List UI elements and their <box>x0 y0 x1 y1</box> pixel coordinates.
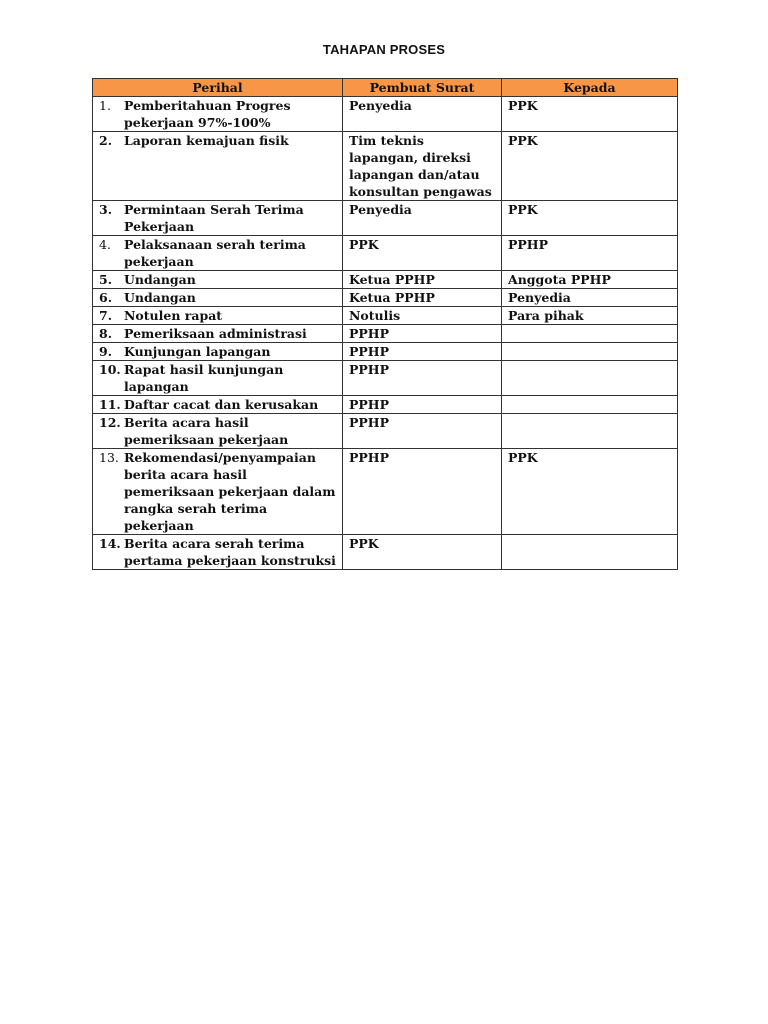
pembuat-cell: Tim teknis lapangan, direksi lapangan dan/atau konsultan pengawas <box>343 132 502 201</box>
table-row <box>93 271 678 289</box>
pembuat-cell: PPHP <box>343 414 502 449</box>
pembuat-cell: Notulis <box>343 307 502 325</box>
table-row <box>93 97 678 132</box>
perihal-cell <box>93 396 343 414</box>
kepada-cell: Anggota PPHP <box>502 271 678 289</box>
perihal-cell <box>93 97 343 132</box>
pembuat-cell: Penyedia <box>343 201 502 236</box>
row-number: 3. <box>99 202 113 217</box>
perihal-cell <box>93 289 343 307</box>
table-row <box>93 449 678 535</box>
table-row <box>93 289 678 307</box>
header-kepada: Kepada <box>502 79 678 97</box>
row-number: 4. <box>99 237 111 252</box>
perihal-text: Rekomendasi/penyampaian berita acara hasil pemeriksaan pekerjaan dalam rangka serah terima pekerjaan <box>124 450 336 533</box>
pembuat-cell: Ketua PPHP <box>343 271 502 289</box>
table-row <box>93 132 678 201</box>
perihal-text: Undangan <box>124 290 196 305</box>
kepada-cell <box>502 343 678 361</box>
kepada-cell: PPK <box>502 449 678 535</box>
row-number: 11. <box>99 397 121 412</box>
row-number: 6. <box>99 290 113 305</box>
row-number: 1. <box>99 98 111 113</box>
table-row <box>93 361 678 396</box>
table-row <box>93 535 678 570</box>
row-number: 13. <box>99 450 119 465</box>
pembuat-cell: PPHP <box>343 449 502 535</box>
perihal-text: Laporan kemajuan fisik <box>124 133 289 148</box>
perihal-text: Rapat hasil kunjungan lapangan <box>124 362 284 394</box>
perihal-cell <box>93 236 343 271</box>
pembuat-cell: PPK <box>343 535 502 570</box>
table-row <box>93 414 678 449</box>
table-row <box>93 396 678 414</box>
kepada-cell <box>502 361 678 396</box>
kepada-cell: PPK <box>502 97 678 132</box>
perihal-cell <box>93 271 343 289</box>
pembuat-cell: Penyedia <box>343 97 502 132</box>
perihal-cell <box>93 535 343 570</box>
kepada-cell: PPK <box>502 132 678 201</box>
pembuat-cell: PPK <box>343 236 502 271</box>
perihal-text: Kunjungan lapangan <box>124 344 271 359</box>
perihal-text: Permintaan Serah Terima Pekerjaan <box>124 202 304 234</box>
pembuat-cell: PPHP <box>343 396 502 414</box>
pembuat-cell: PPHP <box>343 361 502 396</box>
perihal-cell <box>93 307 343 325</box>
row-number: 8. <box>99 326 113 341</box>
perihal-cell <box>93 132 343 201</box>
kepada-cell <box>502 396 678 414</box>
pembuat-cell: PPHP <box>343 325 502 343</box>
row-number: 12. <box>99 415 121 430</box>
pembuat-cell: Ketua PPHP <box>343 289 502 307</box>
perihal-cell <box>93 343 343 361</box>
perihal-text: Notulen rapat <box>124 308 223 323</box>
process-table <box>92 78 678 570</box>
row-number: 7. <box>99 308 113 323</box>
kepada-cell: PPK <box>502 201 678 236</box>
perihal-text: Daftar cacat dan kerusakan <box>124 397 319 412</box>
header-perihal: Perihal <box>93 79 343 97</box>
row-number: 14. <box>99 536 121 551</box>
row-number: 2. <box>99 133 113 148</box>
kepada-cell: PPHP <box>502 236 678 271</box>
pembuat-cell: PPHP <box>343 343 502 361</box>
table-row <box>93 307 678 325</box>
perihal-cell <box>93 325 343 343</box>
perihal-cell <box>93 361 343 396</box>
row-number: 9. <box>99 344 113 359</box>
perihal-text: Berita acara serah terima pertama pekerjaan konstruksi <box>124 536 336 568</box>
perihal-cell <box>93 414 343 449</box>
perihal-text: Undangan <box>124 272 196 287</box>
table-row <box>93 343 678 361</box>
table-row <box>93 236 678 271</box>
perihal-cell <box>93 201 343 236</box>
perihal-cell <box>93 449 343 535</box>
header-pembuat-surat: Pembuat Surat <box>343 79 502 97</box>
perihal-text: Pemeriksaan administrasi <box>124 326 307 341</box>
kepada-cell <box>502 414 678 449</box>
perihal-text: Berita acara hasil pemeriksaan pekerjaan <box>124 415 289 447</box>
row-number: 10. <box>99 362 121 377</box>
table-row <box>93 325 678 343</box>
kepada-cell: Penyedia <box>502 289 678 307</box>
perihal-text: Pemberitahuan Progres pekerjaan 97%-100% <box>124 98 291 130</box>
row-number: 5. <box>99 272 113 287</box>
kepada-cell: Para pihak <box>502 307 678 325</box>
kepada-cell <box>502 325 678 343</box>
table-row <box>93 201 678 236</box>
page-title: TAHAPAN PROSES <box>322 42 446 57</box>
perihal-text: Pelaksanaan serah terima pekerjaan <box>124 237 306 269</box>
table-header-row <box>93 79 678 97</box>
kepada-cell <box>502 535 678 570</box>
